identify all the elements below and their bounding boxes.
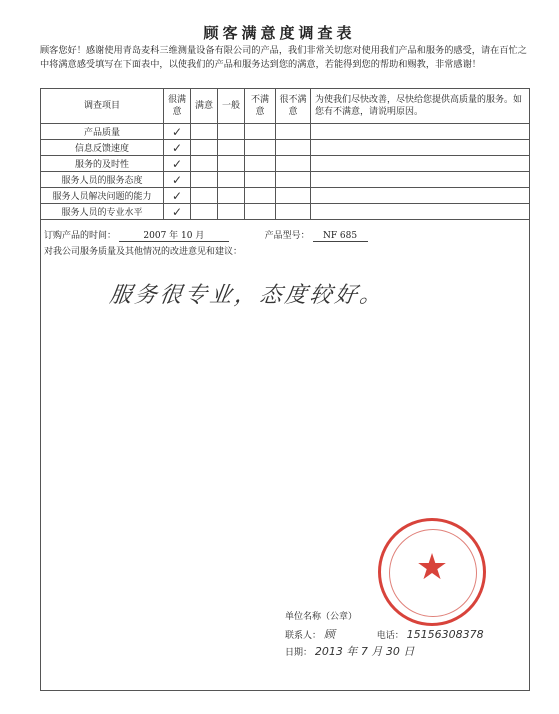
phone-label: 电话：: [376, 631, 404, 641]
date-line: [285, 643, 414, 659]
contact-line: [285, 626, 484, 642]
checkmark-icon: ✓: [164, 188, 191, 204]
product-model-label: 产品型号：: [264, 231, 310, 241]
header-item: 调查项目: [41, 89, 164, 124]
order-line: [44, 228, 368, 242]
intro-text: 顾客您好！感谢使用青岛麦科三维测量设备有限公司的产品，我们非常关切您对使用我们产品和服务的感受，请在百忙之中将满意感受填写在下面表中，以使我们的产品和服务达到您的满意，若能得到您的帮助和赐教，非常感谢！: [40, 45, 527, 70]
empty-cell: [311, 188, 530, 204]
checkmark-icon: ✓: [164, 172, 191, 188]
empty-cell: [218, 156, 245, 172]
empty-cell: [218, 204, 245, 220]
survey-table: [40, 88, 530, 220]
table-row: [41, 172, 530, 188]
table-row: [41, 204, 530, 220]
empty-cell: [218, 172, 245, 188]
date-value: 2013 年 7 月 30 日: [314, 645, 415, 658]
empty-cell: [311, 124, 530, 140]
header-unsatisfied: 不满意: [245, 89, 276, 124]
unit-name-label: 单位名称（公章）: [285, 612, 358, 622]
company-seal-stamp: [378, 518, 486, 626]
empty-cell: [311, 156, 530, 172]
row-item: 服务人员的专业水平: [41, 204, 164, 220]
checkmark-icon: ✓: [164, 156, 191, 172]
empty-cell: [276, 188, 311, 204]
empty-cell: [276, 124, 311, 140]
empty-cell: [245, 124, 276, 140]
checkmark-icon: ✓: [164, 140, 191, 156]
header-reason: 为使我们尽快改善，尽快给您提供高质量的服务。如您有不满意，请说明原因。: [311, 89, 530, 124]
product-model-value: NF 685: [313, 231, 368, 242]
row-item: 服务人员解决问题的能力: [41, 188, 164, 204]
empty-cell: [276, 172, 311, 188]
header-average: 一般: [218, 89, 245, 124]
empty-cell: [191, 156, 218, 172]
row-item: 产品质量: [41, 124, 164, 140]
page-title: 顾客满意度调查表: [203, 24, 356, 42]
table-row: [41, 156, 530, 172]
empty-cell: [245, 188, 276, 204]
header-very-unsatisfied: 很不满意: [276, 89, 311, 124]
order-time-label: 订购产品的时间：: [44, 231, 117, 241]
row-item: 服务人员的服务态度: [41, 172, 164, 188]
table-row: [41, 124, 530, 140]
contact-label: 联系人：: [285, 631, 322, 641]
empty-cell: [191, 172, 218, 188]
empty-cell: [311, 204, 530, 220]
checkmark-icon: ✓: [164, 124, 191, 140]
empty-cell: [218, 124, 245, 140]
empty-cell: [191, 124, 218, 140]
order-time-value: 2007 年 10 月: [119, 228, 229, 242]
table-header-row: [41, 89, 530, 124]
header-very-satisfied: 很满意: [164, 89, 191, 124]
empty-cell: [218, 188, 245, 204]
date-label: 日期：: [285, 648, 313, 658]
empty-cell: [276, 204, 311, 220]
empty-cell: [311, 172, 530, 188]
table-row: [41, 188, 530, 204]
empty-cell: [245, 140, 276, 156]
phone-value: 15156308378: [406, 628, 484, 641]
row-item: 服务的及时性: [41, 156, 164, 172]
contact-signature: 顾: [323, 628, 335, 641]
empty-cell: [311, 140, 530, 156]
empty-cell: [218, 140, 245, 156]
empty-cell: [276, 156, 311, 172]
empty-cell: [191, 188, 218, 204]
star-icon: ★: [415, 547, 449, 588]
empty-cell: [245, 204, 276, 220]
empty-cell: [245, 156, 276, 172]
handwritten-comment: 服务很专业，态度较好。: [107, 283, 387, 308]
empty-cell: [191, 204, 218, 220]
empty-cell: [276, 140, 311, 156]
row-item: 信息反馈速度: [41, 140, 164, 156]
checkmark-icon: ✓: [164, 204, 191, 220]
table-row: [41, 140, 530, 156]
empty-cell: [245, 172, 276, 188]
comments-label: 对我公司服务质量及其他情况的改进意见和建议：: [44, 247, 243, 257]
header-satisfied: 满意: [191, 89, 218, 124]
empty-cell: [191, 140, 218, 156]
